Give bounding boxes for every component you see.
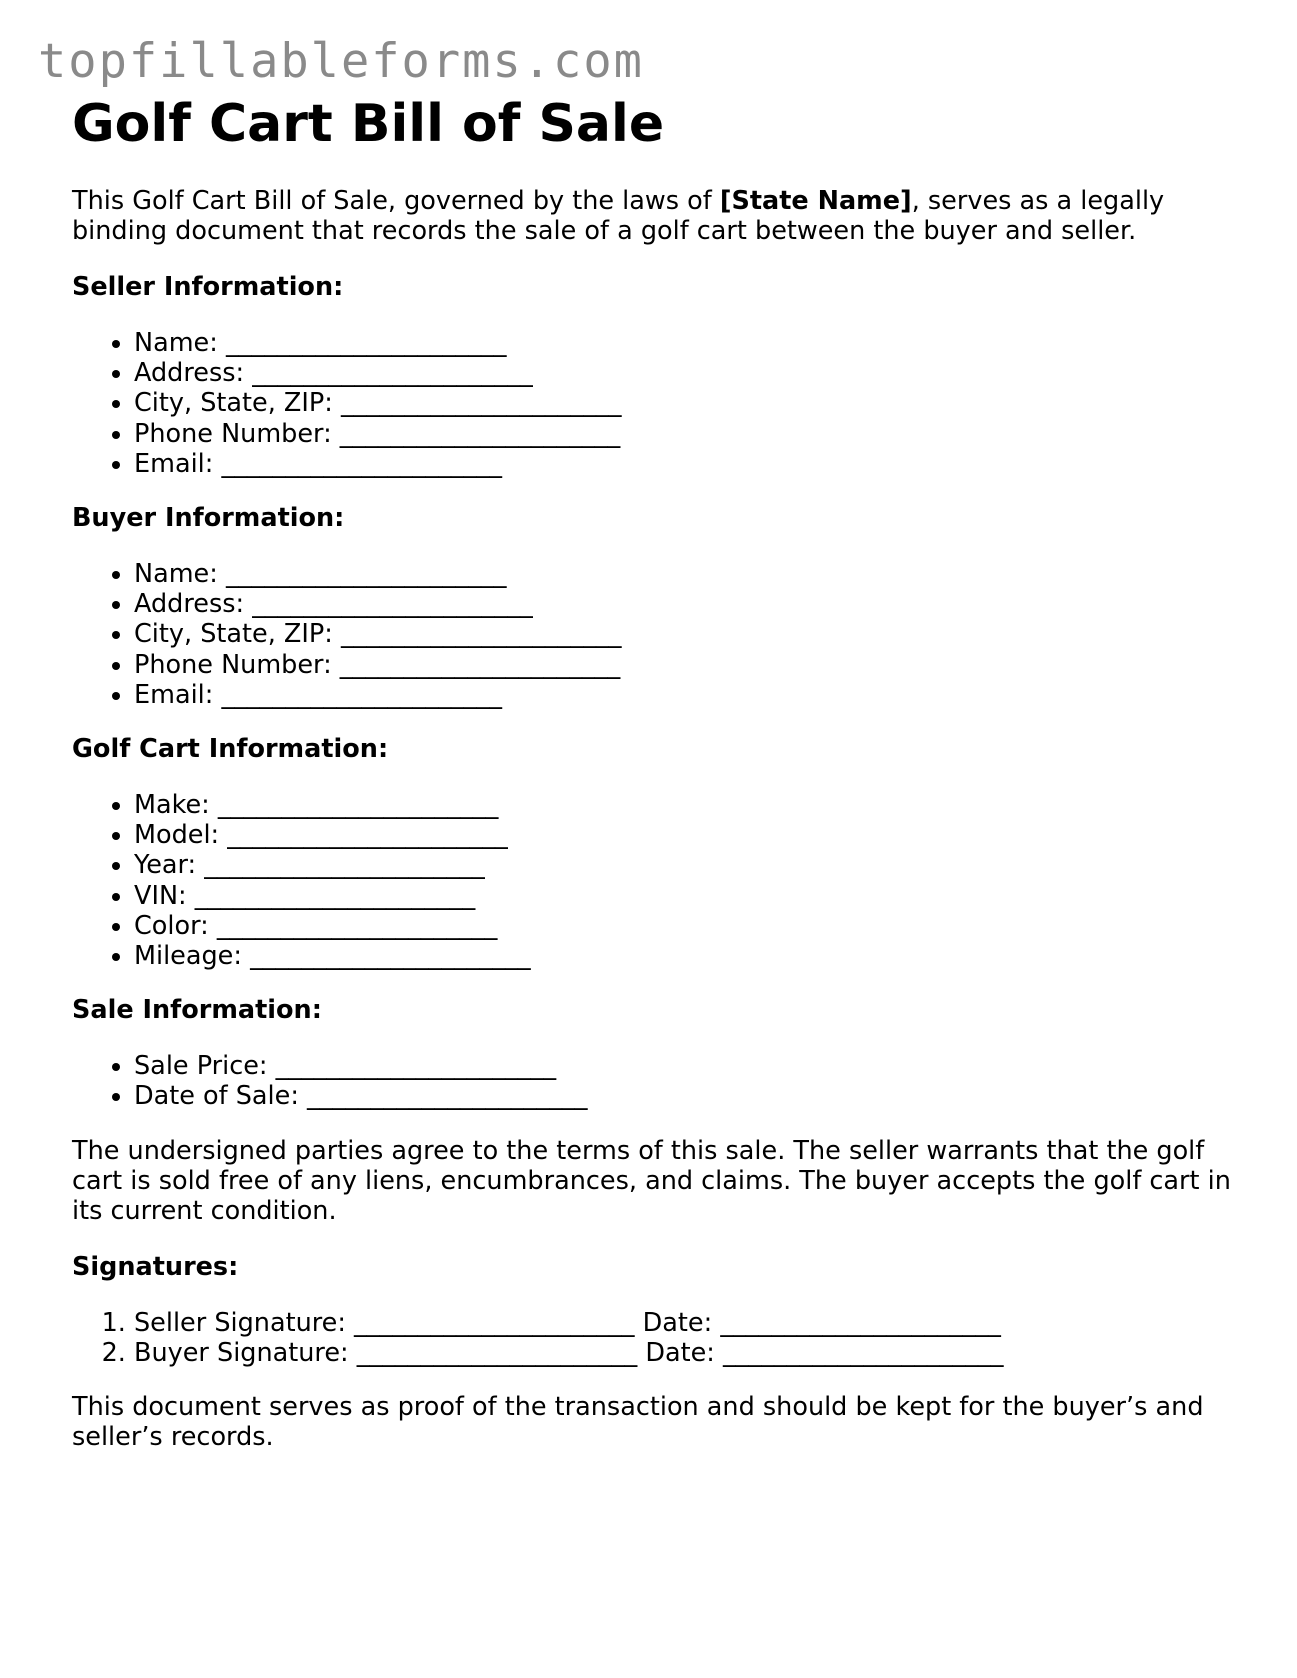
date-line[interactable]: ______________________: [723, 1337, 1004, 1368]
cart-vin-field[interactable]: [134, 881, 1252, 911]
state-name-placeholder: [State Name]: [719, 186, 912, 216]
cart-color-field[interactable]: [134, 911, 1252, 941]
field-label: Make:: [134, 790, 210, 821]
field-label: Model:: [134, 820, 220, 851]
buyer-phone-field[interactable]: [134, 650, 1252, 680]
field-label: Year:: [134, 850, 197, 881]
blank-line[interactable]: ______________________: [307, 1081, 588, 1112]
intro-text-before: This Golf Cart Bill of Sale, governed by the laws of: [72, 186, 720, 216]
blank-line[interactable]: ______________________: [275, 1051, 557, 1082]
date-line[interactable]: ______________________: [720, 1307, 1001, 1338]
blank-line[interactable]: ______________________: [340, 388, 622, 419]
intro-paragraph: [72, 186, 1252, 246]
buyer-fields: [72, 559, 1252, 710]
field-label: Name:: [134, 559, 218, 590]
page-title: Golf Cart Bill of Sale: [72, 94, 665, 154]
seller-email-field[interactable]: [134, 449, 1252, 479]
field-label: Name:: [134, 328, 218, 358]
watermark: topfillableforms.com: [38, 34, 644, 89]
blank-line[interactable]: ______________________: [216, 910, 498, 941]
seller-heading: Seller Information:: [72, 272, 344, 302]
blank-line[interactable]: ______________________: [340, 619, 622, 650]
blank-line[interactable]: ______________________: [221, 448, 502, 479]
sale-date-field[interactable]: [134, 1081, 1252, 1111]
buyer-address-field[interactable]: [134, 589, 1252, 619]
cart-fields: [72, 790, 1252, 971]
seller-city-state-zip-field[interactable]: [134, 388, 1252, 418]
cart-mileage-field[interactable]: [134, 941, 1252, 971]
buyer-name-field[interactable]: [134, 559, 1252, 589]
seller-signature-row[interactable]: [134, 1308, 1252, 1338]
blank-line[interactable]: ______________________: [250, 941, 531, 972]
blank-line[interactable]: ______________________: [204, 850, 485, 881]
blank-line[interactable]: ______________________: [252, 589, 533, 620]
blank-line[interactable]: ______________________: [339, 649, 621, 680]
cart-heading: Golf Cart Information:: [72, 734, 389, 765]
blank-line[interactable]: ______________________: [225, 328, 507, 358]
closing-paragraph: This document serves as proof of the transaction and should be kept for the buyer’s and seller’s records.: [72, 1392, 1204, 1453]
field-label: Address:: [134, 358, 245, 389]
field-label: City, State, ZIP:: [134, 388, 333, 419]
blank-line[interactable]: ______________________: [339, 418, 621, 449]
field-label: Color:: [134, 910, 209, 941]
date-label: Date:: [645, 1337, 715, 1368]
cart-make-field[interactable]: [134, 790, 1252, 820]
signature-lines: [72, 1308, 1252, 1368]
seller-phone-field[interactable]: [134, 419, 1252, 449]
signature-line[interactable]: ______________________: [356, 1337, 638, 1368]
seller-name-field[interactable]: [134, 328, 1252, 358]
cart-year-field[interactable]: [134, 850, 1252, 880]
buyer-city-state-zip-field[interactable]: [134, 619, 1252, 649]
cart-model-field[interactable]: [134, 820, 1252, 850]
blank-line[interactable]: ______________________: [225, 559, 507, 590]
buyer-heading: Buyer Information:: [72, 503, 345, 534]
buyer-email-field[interactable]: [134, 680, 1252, 710]
blank-line[interactable]: ______________________: [227, 820, 508, 851]
signatures-heading: Signatures:: [72, 1251, 239, 1282]
field-label: Address:: [134, 589, 245, 620]
field-label: VIN:: [134, 880, 187, 911]
sale-fields: [72, 1051, 1252, 1111]
blank-line[interactable]: ______________________: [252, 358, 533, 389]
blank-line[interactable]: ______________________: [221, 679, 502, 710]
seller-fields: [72, 328, 1252, 479]
signature-line[interactable]: ______________________: [354, 1307, 635, 1338]
sale-heading: Sale Information:: [72, 995, 322, 1026]
field-label: Email:: [134, 448, 214, 479]
buyer-signature-row[interactable]: [134, 1338, 1252, 1368]
field-label: Seller Signature:: [134, 1307, 346, 1338]
field-label: Phone Number:: [134, 649, 332, 680]
terms-paragraph: The undersigned parties agree to the terms of this sale. The seller warrants that the golf cart is sold free of any liens, encumbrances, and claims. The buyer accepts the golf cart in its current condition.: [72, 1135, 1231, 1226]
document: [72, 92, 1252, 1478]
sale-price-field[interactable]: [134, 1051, 1252, 1081]
blank-line[interactable]: ______________________: [217, 790, 499, 821]
intro-text-after: , serves as a legally binding document that records the sale of a golf cart between the buyer and seller.: [72, 186, 1165, 246]
field-label: Buyer Signature:: [134, 1337, 349, 1368]
date-label: Date:: [642, 1307, 713, 1338]
blank-line[interactable]: ______________________: [194, 880, 476, 911]
field-label: Email:: [134, 679, 214, 710]
field-label: Mileage:: [134, 941, 242, 972]
field-label: Sale Price:: [134, 1051, 268, 1082]
seller-address-field[interactable]: [134, 358, 1252, 388]
field-label: Date of Sale:: [134, 1081, 299, 1112]
field-label: Phone Number:: [134, 418, 332, 449]
field-label: City, State, ZIP:: [134, 619, 333, 650]
